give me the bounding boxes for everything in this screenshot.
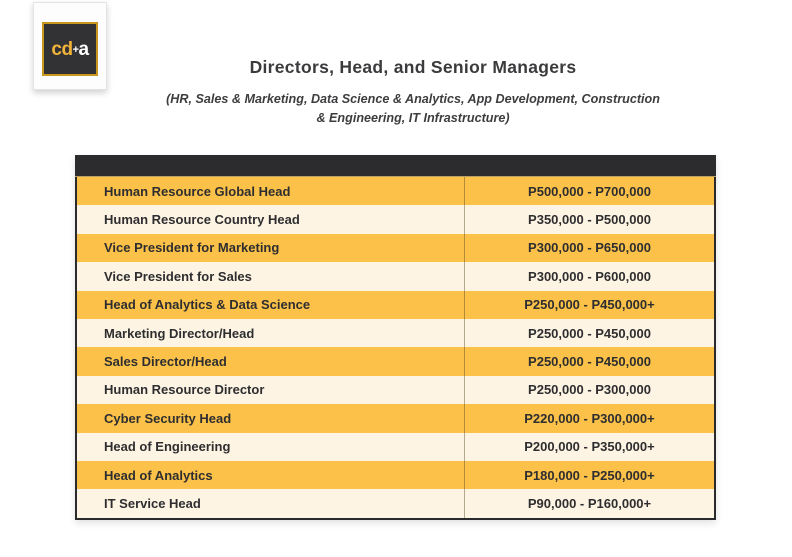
salary-cell: P250,000 - P450,000: [464, 319, 714, 347]
table-row: [77, 291, 714, 319]
header-block: [0, 57, 792, 128]
table-header-bar: [75, 155, 716, 177]
salary-cell: P300,000 - P650,000: [464, 234, 714, 262]
logo-text: [51, 40, 88, 59]
table-body: [75, 177, 716, 520]
salary-cell: P300,000 - P600,000: [464, 262, 714, 290]
table-row: [77, 319, 714, 347]
position-cell: Cyber Security Head: [104, 410, 232, 426]
page-title: Directors, Head, and Senior Managers: [249, 57, 577, 77]
table-row: [77, 347, 714, 375]
salary-cell: P200,000 - P350,000+: [464, 433, 714, 461]
table-row: [77, 461, 714, 489]
salary-cell: P90,000 - P160,000+: [464, 489, 714, 517]
logo-text-cd: cd: [51, 38, 73, 60]
position-cell: Vice President for Marketing: [104, 240, 280, 256]
position-cell: Head of Analytics: [104, 467, 213, 483]
table-row: [77, 234, 714, 262]
page-subtitle: [34, 90, 792, 128]
table-row: [77, 404, 714, 432]
position-cell: Vice President for Sales: [104, 268, 252, 284]
table-row: [77, 262, 714, 290]
table-row: [77, 205, 714, 233]
salary-cell: P220,000 - P300,000+: [464, 404, 714, 432]
logo-text-plus: +: [72, 43, 79, 56]
salary-cell: P250,000 - P450,000+: [464, 291, 714, 319]
table-row: [77, 177, 714, 205]
salary-cell: P250,000 - P300,000: [464, 376, 714, 404]
position-cell: Marketing Director/Head: [104, 325, 255, 341]
salary-cell: P350,000 - P500,000: [464, 205, 714, 233]
position-cell: Head of Analytics & Data Science: [104, 297, 311, 313]
position-cell: Sales Director/Head: [104, 354, 227, 370]
table-row: [77, 376, 714, 404]
salary-cell: P250,000 - P450,000: [464, 347, 714, 375]
subtitle-line-1: (HR, Sales & Marketing, Data Science & Analytics, App Development, Construction: [166, 92, 660, 106]
position-cell: Human Resource Director: [104, 382, 265, 398]
subtitle-line-2: & Engineering, IT Infrastructure): [316, 110, 510, 125]
salary-cell: P500,000 - P700,000: [464, 177, 714, 205]
salary-table: [75, 155, 716, 520]
position-cell: Head of Engineering: [104, 439, 231, 455]
table-row: [77, 433, 714, 461]
position-cell: Human Resource Global Head: [104, 183, 291, 199]
logo-text-a: a: [78, 38, 89, 60]
position-cell: Human Resource Country Head: [104, 212, 300, 228]
salary-cell: P180,000 - P250,000+: [464, 461, 714, 489]
position-cell: IT Service Head: [104, 495, 201, 511]
table-row: [77, 489, 714, 517]
